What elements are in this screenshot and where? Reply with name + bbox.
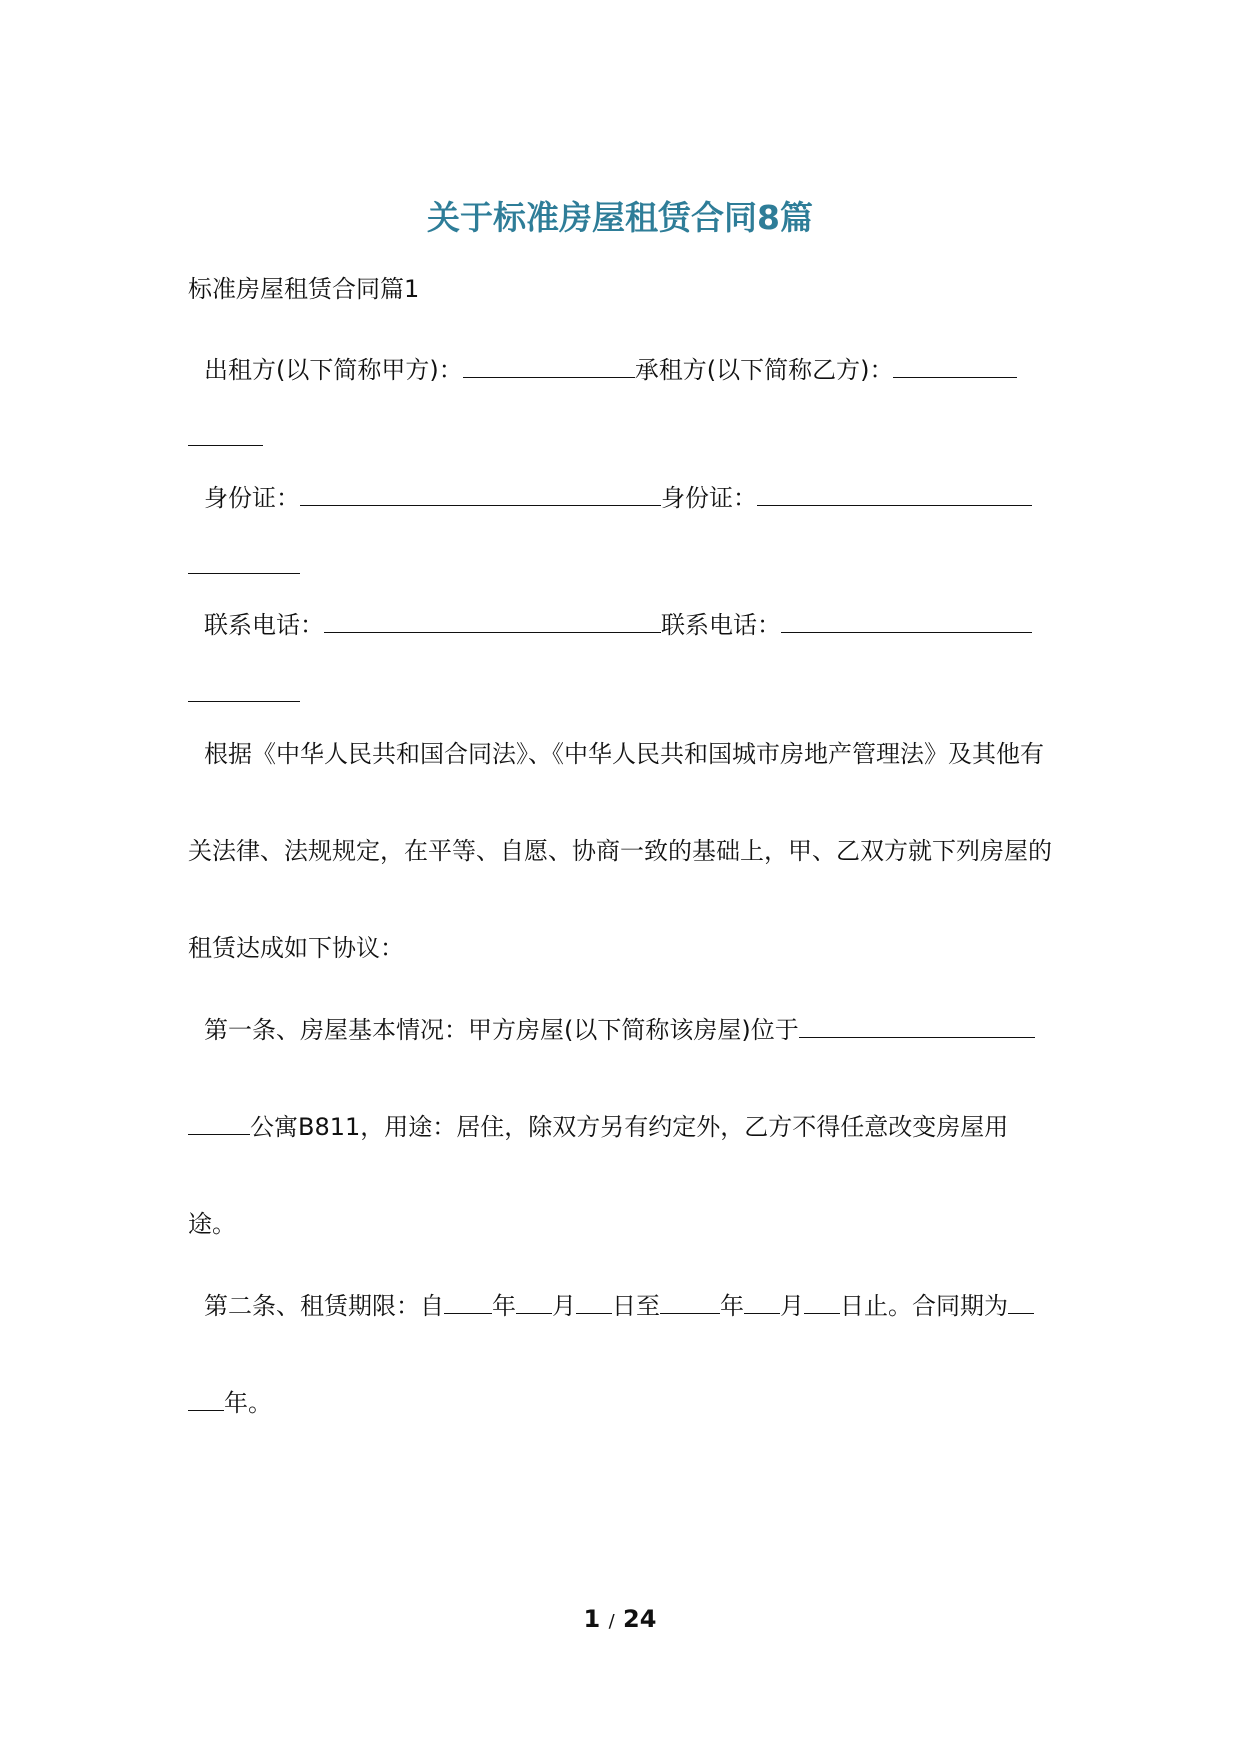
article2-prefix: 第二条、租赁期限：自 — [204, 1292, 444, 1320]
lessee-id-blank — [757, 481, 1032, 506]
lessor-label: 出租方(以下简称甲方)： — [204, 356, 463, 384]
start-month-blank — [516, 1289, 552, 1314]
total-pages: 24 — [623, 1605, 657, 1633]
end-month-blank — [744, 1289, 780, 1314]
lessor-phone-blank — [324, 608, 661, 633]
start-year-blank — [444, 1289, 492, 1314]
lessee-label: 承租方(以下简称乙方)： — [634, 356, 894, 384]
end-year-blank — [660, 1289, 720, 1314]
party-line — [204, 353, 1017, 387]
section-heading: 标准房屋租赁合同篇1 — [188, 275, 420, 303]
preamble-line-1: 根据《中华人民共和国合同法》、《中华人民共和国城市房地产管理法》及其他有 — [204, 740, 1044, 768]
year-label-2: 年 — [720, 1292, 744, 1320]
lessee-id-blank-continued — [188, 573, 300, 574]
end-day-blank — [804, 1289, 840, 1314]
preamble-line-3: 租赁达成如下协议： — [188, 934, 404, 962]
page-separator: / — [608, 1611, 615, 1632]
lessee-blank-continued — [188, 445, 263, 446]
article2-line-1 — [204, 1289, 1034, 1323]
phone-line — [204, 608, 1032, 642]
article1-usage: 公寓B811，用途：居住，除双方另有约定外，乙方不得任意改变房屋用 — [250, 1113, 1009, 1141]
lessee-id-label: 身份证： — [661, 484, 757, 512]
lessee-phone-label: 联系电话： — [661, 611, 781, 639]
lessee-phone-blank — [781, 608, 1032, 633]
address-blank — [799, 1013, 1035, 1038]
article2-line-2 — [188, 1386, 272, 1420]
day-end-label: 日止。合同期为 — [840, 1292, 1008, 1320]
month-label-2: 月 — [780, 1292, 804, 1320]
article1-line-3: 途。 — [188, 1210, 236, 1238]
year-label-1: 年 — [492, 1292, 516, 1320]
preamble-line-2: 关法律、法规规定，在平等、自愿、协商一致的基础上，甲、乙双方就下列房屋的 — [188, 837, 1052, 865]
day-to-label: 日至 — [612, 1292, 660, 1320]
lessor-blank — [463, 353, 635, 378]
page-number — [0, 1604, 1240, 1637]
address-blank-continued — [188, 1110, 250, 1135]
article1-line-2 — [188, 1110, 1008, 1144]
article1-line-1 — [204, 1013, 1035, 1047]
lessor-id-blank — [300, 481, 661, 506]
term-blank — [1008, 1289, 1034, 1314]
page-title: 关于标准房屋租赁合同8篇 — [427, 198, 813, 237]
article1-text: 第一条、房屋基本情况：甲方房屋(以下简称该房屋)位于 — [204, 1016, 799, 1044]
lessee-phone-blank-continued — [188, 701, 300, 702]
id-line — [204, 481, 1032, 515]
start-day-blank — [576, 1289, 612, 1314]
article2-end: 年。 — [224, 1389, 272, 1417]
current-page: 1 — [583, 1605, 601, 1633]
lessor-id-label: 身份证： — [204, 484, 300, 512]
lessee-blank — [893, 353, 1017, 378]
term-blank-continued — [188, 1386, 224, 1411]
lessor-phone-label: 联系电话： — [204, 611, 324, 639]
month-label-1: 月 — [552, 1292, 576, 1320]
